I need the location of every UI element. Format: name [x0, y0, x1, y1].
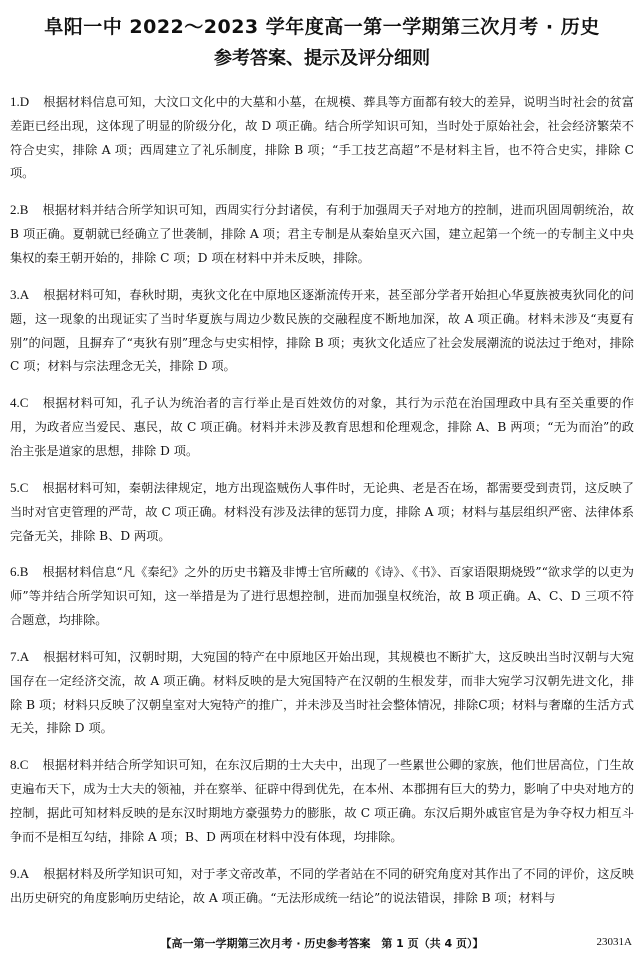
- answer-explanation: 根据材料可知，孔子认为统治者的言行举止是百姓效仿的对象，其行为示范在治国理政中具有至关重要的作用，为政者应当爱民、惠民，故 C 项正确。材料并未涉及教育思想和伦理观念，排除 A、B 两项；“无为而治”的政治主张是道家的思想，排除 D 项。: [10, 396, 634, 458]
- answer-choice: D: [19, 94, 30, 109]
- answer-explanation: 根据材料可知，秦朝法律规定，地方出现盗贼伤人事件时，无论典、老是否在场，都需要受到责罚，这反映了当时对官吏管理的严苛，故 C 项正确。材料没有涉及法律的惩罚力度，排除 A 项；材料与基层组织严密、法律体系完备无关，排除 B、D 两项。: [10, 480, 634, 543]
- answer-item-3: [10, 283, 634, 379]
- answer-explanation: 根据材料并结合所学知识可知，在东汉后期的士大夫中，出现了一些累世公卿的家族，他们世居高位，门生故吏遍布天下，成为士大夫的领袖，并在察举、征辟中得到优先，在本州、本郡拥有巨大的势力，影响了中央对地方的控制，据此可知材料反映的是东汉时期地方豪强势力的膨胀，故 C 项正确。东汉后期外戚宦官是为争夺权力相互斗争而不是相互勾结，排除 A 项；B、D 两项在材料中没有体现，均排除。: [10, 758, 634, 844]
- answer-number: 3.: [10, 286, 20, 302]
- answer-number: 1.: [10, 94, 20, 109]
- answer-explanation: 根据材料并结合所学知识可知，西周实行分封诸侯，有利于加强周天子对地方的控制，进而巩固周朝统治，故 B 项正确。夏朝就已经确立了世袭制，排除 A 项；君主专制是从秦始皇灭六国，建立起第一个统一的专制主义中央集权的秦王朝开始的，排除 C 项；D 项在材料中并未反映，排除。: [10, 203, 634, 265]
- answer-explanation: 根据材料及所学知识可知，对于孝文帝改革，不同的学者站在不同的研究角度对其作出了不同的评价，这反映出历史研究的角度影响历史结论，故 A 项正确。“无法形成统一结论”的说法错误，排除 B 项；材料与: [10, 866, 634, 905]
- answer-item-6: [10, 560, 634, 632]
- answer-choice: A: [19, 286, 30, 302]
- answer-choice: C: [19, 757, 29, 773]
- answer-explanation: 根据材料可知，春秋时期，夷狄文化在中原地区逐渐流传开来，甚至部分学者开始担心华夏族被夷狄同化的问题，这一现象的出现证实了当时华夏族与周边少数民族的交融程度不断地加深，故 A 项正确。材料未涉及“夷夏有别”的问题，且摒弃了“夷狄有别”理念与史实相悖，排除 B 项；夷狄文化适应了社会发展潮流的说法过于绝对，排除 C 项；材料与宗法理念无关，排除 D 项。: [10, 287, 634, 374]
- answer-item-7: [10, 645, 634, 741]
- answer-item-9: [10, 862, 634, 911]
- answer-choice: B: [19, 564, 29, 580]
- answer-item-8: [10, 753, 634, 849]
- answer-number: 9.: [10, 865, 20, 881]
- answer-number: 8.: [10, 757, 20, 773]
- answer-number: 5.: [10, 479, 20, 495]
- answer-choice: C: [19, 479, 29, 495]
- answer-item-2: [10, 198, 634, 270]
- page-footer: 【高一第一学期第三次月考 · 历史参考答案 第 1 页（共 4 页）】: [160, 937, 484, 950]
- page-subtitle: 参考答案、提示及评分细则: [214, 48, 430, 69]
- answer-choice: C: [19, 395, 29, 411]
- answer-list: [10, 90, 634, 915]
- answer-explanation: 根据材料信息“凡《秦纪》之外的历史书籍及非博士官所藏的《诗》、《书》、百家语限期烧毁”“欲求学的以吏为师”等并结合所学知识可知，这一举措是为了进行思想控制，进而加强皇权统治，故 B 项正确。A、C、D 三项不符合题意，均排除。: [10, 565, 634, 628]
- answer-item-5: [10, 476, 634, 548]
- answer-number: 4.: [10, 395, 20, 411]
- document-code: 23031A: [596, 936, 632, 948]
- answer-number: 6.: [10, 564, 20, 580]
- answer-item-1: [10, 90, 634, 186]
- answer-explanation: 根据材料信息可知，大汶口文化中的大墓和小墓，在规模、葬具等方面都有较大的差异，说明当时社会的贫富差距已经出现，这体现了明显的阶级分化，故 D 项正确。结合所学知识可知，当时处于原始社会，社会经济繁荣不符合史实，排除 A 项；西周建立了礼乐制度，排除 B 项；“手工技艺高超”不是材料主旨，也不符合史实，排除 C 项。: [10, 95, 634, 181]
- answer-explanation: 根据材料可知，汉朝时期，大宛国的特产在中原地区开始出现，其规模也不断扩大，这反映出当时汉朝与大宛国存在一定经济交流，故 A 项正确。材料反映的是大宛国特产在汉朝的生根发芽，而非大宛学习汉朝先进文化，排除 B 项；材料只反映了汉朝皇室对大宛特产的推广，并未涉及当时社会整体情况，排除C项；材料与奢靡的生活方式无关，排除 D 项。: [10, 650, 634, 736]
- page-title: 阜阳一中 2022～2023 学年度高一第一学期第三次月考 · 历史: [44, 16, 600, 38]
- answer-choice: B: [19, 202, 29, 218]
- answer-choice: A: [19, 865, 30, 881]
- answer-number: 7.: [10, 649, 20, 665]
- answer-item-4: [10, 391, 634, 463]
- answer-choice: A: [19, 649, 30, 665]
- answer-number: 2.: [10, 202, 20, 218]
